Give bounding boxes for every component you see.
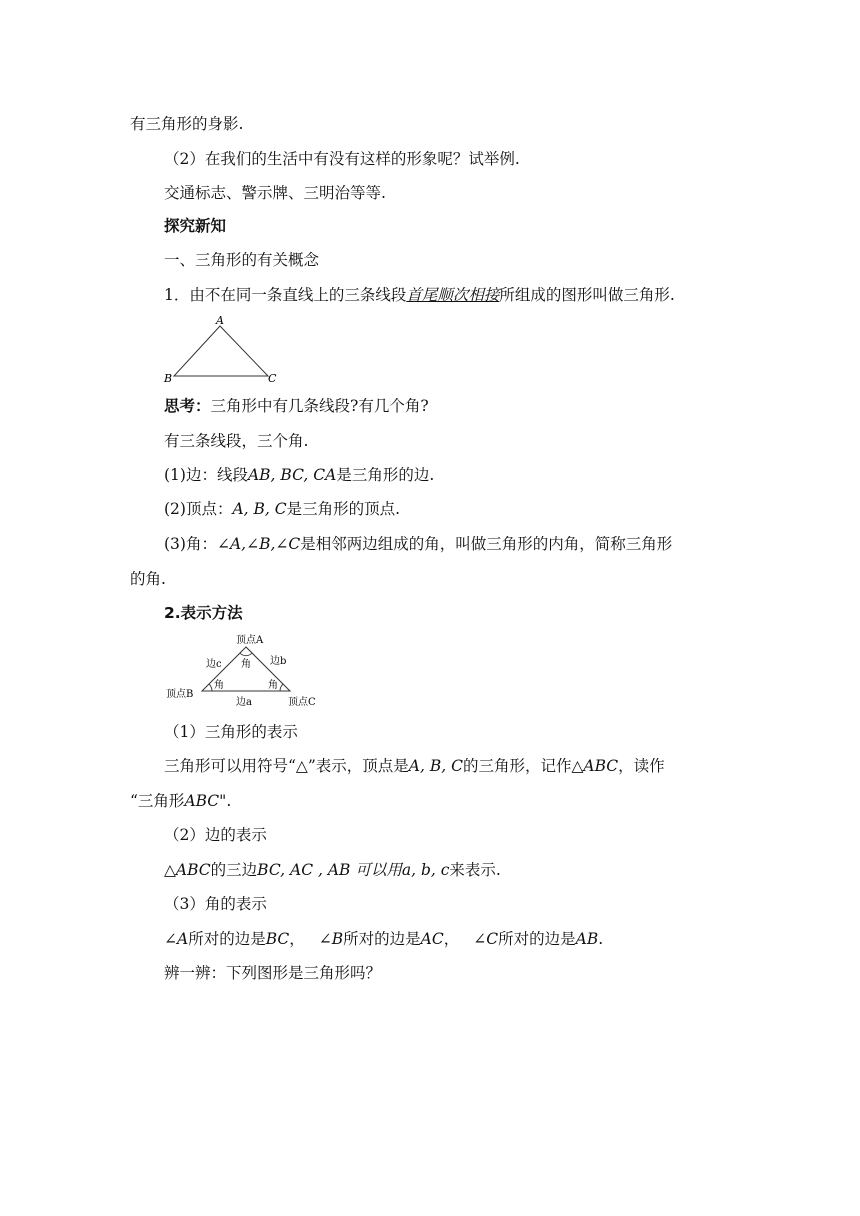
section-heading: 探究新知 bbox=[164, 217, 227, 235]
definition-text: 所组成的图形叫做三角形. bbox=[499, 286, 675, 304]
text-line: 有三条线段，三个角. bbox=[164, 432, 309, 450]
section-heading: 2.表示方法 bbox=[164, 604, 243, 622]
text-line: 有三角形的身影. bbox=[130, 115, 244, 133]
text-line: 辨一辨：下列图形是三角形吗？ bbox=[164, 964, 382, 982]
text-line: （1）三角形的表示 bbox=[164, 723, 298, 741]
subsection-heading: 一、三角形的有关概念 bbox=[164, 251, 320, 269]
label-angle-top: 角 bbox=[241, 659, 251, 670]
text-line: (2)顶点：A, B, C是三角形的顶点. bbox=[164, 500, 401, 518]
label-top-vertex: 顶点A bbox=[236, 635, 264, 646]
text-line: （2）在我们的生活中有没有这样的形象呢？试举例. bbox=[164, 150, 520, 168]
text-line: （3）角的表示 bbox=[164, 895, 267, 913]
label-side-c: 边c bbox=[206, 659, 222, 670]
text-line: 的角. bbox=[130, 570, 166, 588]
text-line: 三角形可以用符号“△”表示，顶点是A, B, C的三角形，记作△ABC，读作 bbox=[164, 757, 665, 775]
label-vertex-c: 顶点C bbox=[288, 697, 316, 708]
text-line: 交通标志、警示牌、三明治等等. bbox=[164, 184, 386, 202]
text-line: “三角形ABC". bbox=[130, 792, 232, 810]
vertex-label-b: B bbox=[164, 372, 173, 384]
text-line: ∠A所对的边是BC， ∠B所对的边是AC， ∠C所对的边是AB. bbox=[164, 930, 604, 948]
vertex-label-c: C bbox=[268, 372, 277, 384]
label-angle-right: 角 bbox=[268, 680, 278, 691]
triangle-figure bbox=[160, 312, 280, 384]
text-line: （2）边的表示 bbox=[164, 826, 267, 844]
text-line: (3)角：∠A,∠B,∠C是相邻两边组成的角，叫做三角形的内角，简称三角形 bbox=[164, 535, 673, 553]
vertex-label-a: A bbox=[216, 314, 224, 327]
definition-line bbox=[164, 284, 675, 306]
label-angle-left: 角 bbox=[214, 680, 224, 691]
text-line: (1)边：线段AB, BC, CA是三角形的边. bbox=[164, 466, 435, 484]
label-vertex-b: 顶点B bbox=[166, 689, 194, 700]
definition-text: 1．由不在同一条直线上的三条线段 bbox=[164, 286, 407, 304]
think-label: 思考： bbox=[164, 397, 211, 415]
label-side-a: 边a bbox=[236, 697, 252, 708]
label-side-b: 边b bbox=[270, 656, 287, 667]
think-question: 三角形中有几条线段?有几个角? bbox=[210, 397, 429, 415]
triangle-notation-figure bbox=[164, 631, 324, 711]
underlined-phrase: 首尾顺次相接 bbox=[406, 286, 500, 304]
text-line: △ABC的三边BC, AC , AB 可以用a, b, c来表示. bbox=[164, 861, 501, 879]
think-line bbox=[164, 395, 429, 417]
